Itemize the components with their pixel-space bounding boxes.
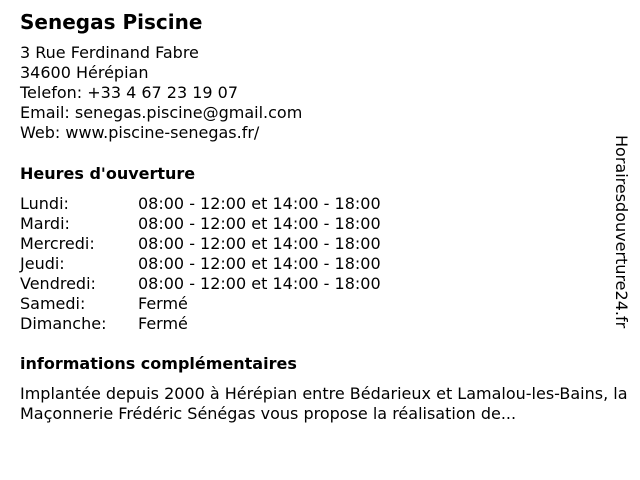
business-name: Senegas Piscine (20, 10, 203, 34)
day-hours: 08:00 - 12:00 et 14:00 - 18:00 (138, 214, 381, 233)
contact-block (20, 43, 302, 143)
email-address: Email: senegas.piscine@gmail.com (20, 103, 303, 122)
day-hours: Fermé (138, 314, 188, 333)
website: Web: www.piscine-senegas.fr/ (20, 123, 260, 142)
additional-info-heading: informations complémentaires (20, 354, 297, 373)
day-hours: 08:00 - 12:00 et 14:00 - 18:00 (138, 274, 381, 293)
address-city: 34600 Hérépian (20, 63, 149, 82)
day-hours: 08:00 - 12:00 et 14:00 - 18:00 (138, 234, 381, 253)
day-hours: Fermé (138, 294, 188, 313)
day-label: Lundi: (20, 194, 69, 213)
day-label: Jeudi: (20, 254, 65, 273)
address-street: 3 Rue Ferdinand Fabre (20, 43, 199, 62)
day-hours: 08:00 - 12:00 et 14:00 - 18:00 (138, 194, 381, 213)
day-label: Samedi: (20, 294, 86, 313)
day-label: Vendredi: (20, 274, 96, 293)
watermark-text: Horairesdouverture24.fr (612, 135, 631, 329)
watermark (611, 135, 631, 345)
day-label: Dimanche: (20, 314, 107, 333)
day-label: Mardi: (20, 214, 70, 233)
day-hours: 08:00 - 12:00 et 14:00 - 18:00 (138, 254, 381, 273)
business-description: Implantée depuis 2000 à Hérépian entre Bédarieux et Lamalou-les-Bains, la Maçonnerie Frédéric Sénégas vous propose la réalisation de... (20, 384, 628, 423)
day-label: Mercredi: (20, 234, 95, 253)
opening-hours-heading: Heures d'ouverture (20, 164, 196, 183)
phone-number: Telefon: +33 4 67 23 19 07 (20, 83, 239, 102)
